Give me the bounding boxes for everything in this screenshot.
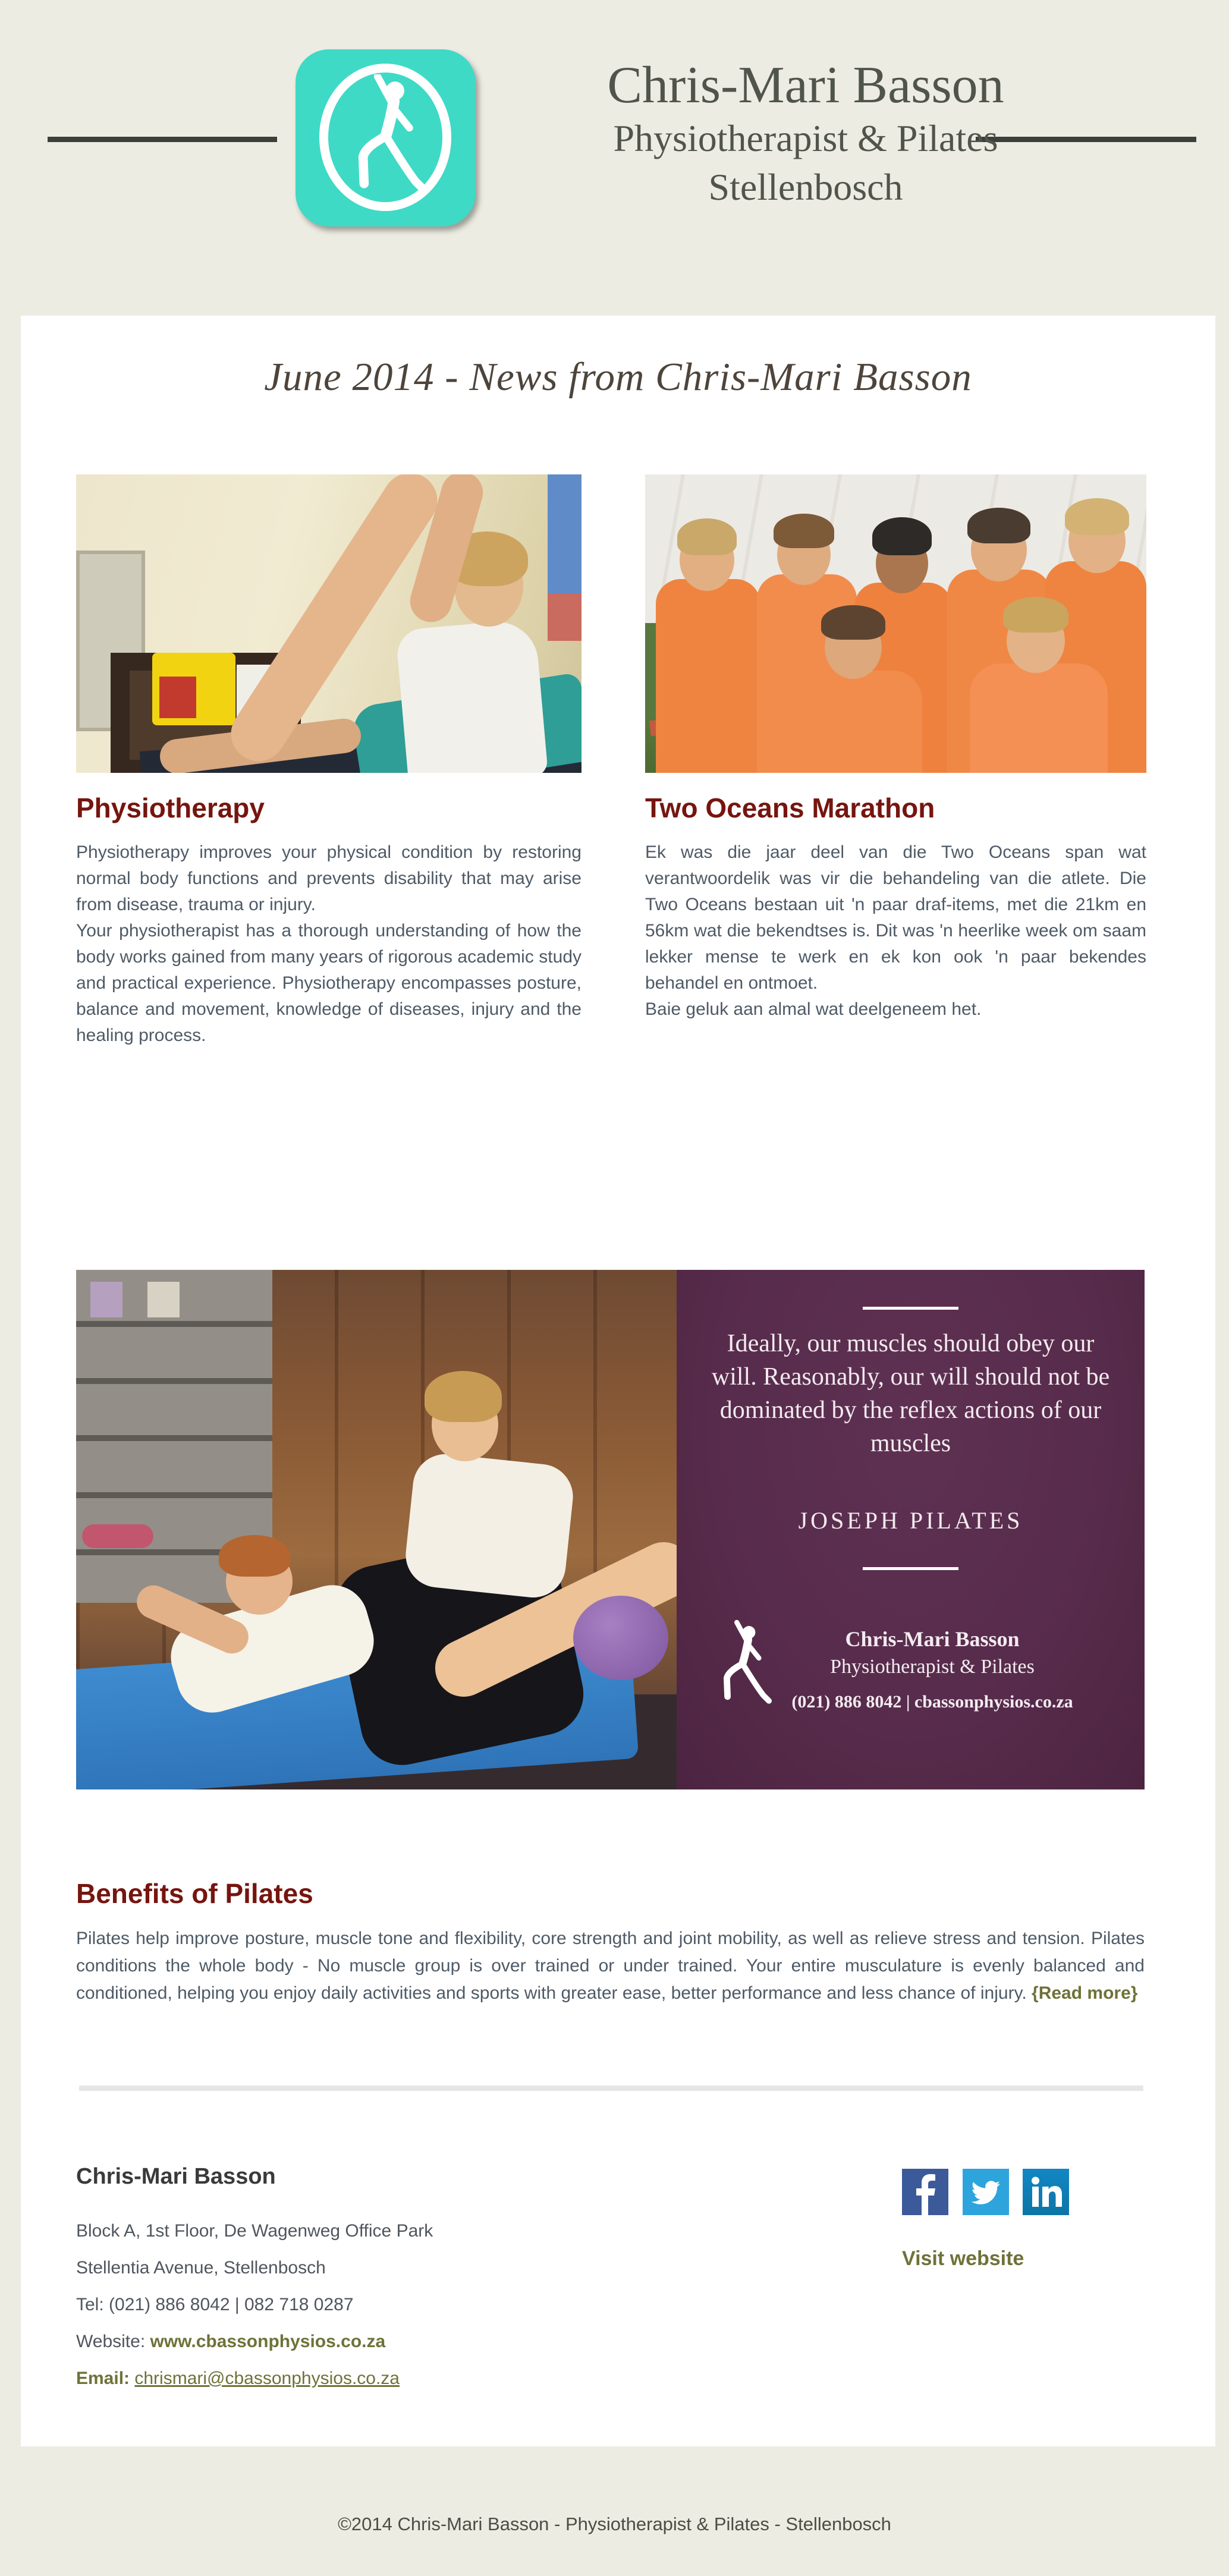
email-label: Email: bbox=[76, 2369, 135, 2388]
quote-text: Ideally, our muscles should obey our will. Reasonably, our will should not be dominated by the reflex actions of our muscles bbox=[711, 1330, 1110, 1457]
two-oceans-photo bbox=[645, 474, 1146, 773]
photo-poster-shape bbox=[548, 474, 582, 593]
photo-hair-shape bbox=[967, 508, 1030, 543]
photo-client-hair-shape bbox=[219, 1535, 290, 1577]
photo-hair-shape bbox=[1065, 498, 1129, 535]
paragraph: Physiotherapy improves your physical condition by restoring normal body functions and prevents disability that may arise from disease, trauma or injury. bbox=[76, 842, 582, 914]
photo-front-shirt-shape bbox=[970, 663, 1108, 773]
brand-location: Stellenbosch bbox=[708, 166, 903, 208]
linkedin-icon[interactable] bbox=[1023, 2169, 1069, 2215]
photo-hair-shape bbox=[677, 518, 737, 555]
benefits-text: Pilates help improve posture, muscle tone and flexibility, core strength and joint mobility, as well as relieve stress and tension. Pilates conditions the whole body - No muscle group is over trained or under trained. Your entire musculature is evenly balanced and conditioned, helping you enjoy daily activities and sports with greater ease, better performance and less chance of injury. bbox=[76, 1929, 1145, 2003]
brand-text-block bbox=[482, 57, 1130, 212]
quote-rule-bottom bbox=[863, 1567, 958, 1570]
benefits-body bbox=[76, 1925, 1145, 2007]
quote-rule-top bbox=[863, 1307, 958, 1310]
footer-email-line bbox=[76, 2369, 611, 2389]
photo-therapist-shirt-shape bbox=[395, 618, 548, 773]
visit-website-link[interactable]: Visit website bbox=[902, 2247, 1024, 2270]
photo-poster-shape bbox=[147, 1282, 180, 1317]
photo-front-hair-shape bbox=[1003, 597, 1068, 633]
footer-address-line-1: Block A, 1st Floor, De Wagenweg Office Park bbox=[76, 2221, 433, 2241]
photo-instructor-shirt-shape bbox=[403, 1451, 576, 1601]
photo-instructor-hair-shape bbox=[425, 1371, 502, 1422]
article-body-physiotherapy bbox=[76, 839, 582, 1049]
email-link[interactable]: chrismari@cbassonphysios.co.za bbox=[134, 2369, 400, 2388]
quote-panel bbox=[677, 1270, 1145, 1789]
photo-pink-roll-shape bbox=[82, 1524, 153, 1548]
article-body-two-oceans bbox=[645, 839, 1146, 1023]
footer-website-line bbox=[76, 2332, 611, 2352]
paragraph: Your physiotherapist has a thorough understanding of how the body works gained from many years of rigorous academic study and practical experience. Physiotherapy encompasses posture, balance and movement, knowledge of diseases, injury and the healing process. bbox=[76, 921, 582, 1045]
banner-brand-block bbox=[766, 1625, 1099, 1714]
read-more-link[interactable]: {Read more} bbox=[1032, 1983, 1138, 2003]
benefits-heading: Benefits of Pilates bbox=[76, 1878, 313, 1909]
website-link[interactable]: www.cbassonphysios.co.za bbox=[150, 2332, 386, 2351]
paragraph: Ek was die jaar deel van die Two Oceans span wat verantwoordelik was vir die behandeling van die atlete. Die Two Oceans bestaan uit 'n paar draf-items, met die 21km en 56km wat die bekendtses is. Dit was 'n heerlike week om saam lekker mense te werk en ek kon ook 'n paar bekendes behandel en ontmoet. bbox=[645, 842, 1146, 993]
tel-label: Tel: bbox=[76, 2295, 109, 2314]
photo-poster-shape bbox=[90, 1282, 122, 1317]
photo-hair-shape bbox=[774, 514, 834, 548]
banner-brand-name: Chris-Mari Basson bbox=[845, 1627, 1020, 1651]
brand-logo bbox=[296, 49, 476, 227]
twitter-icon[interactable] bbox=[963, 2169, 1009, 2215]
footer-name: Chris-Mari Basson bbox=[76, 2164, 276, 2189]
tel-value: (021) 886 8042 | 082 718 0287 bbox=[109, 2295, 354, 2314]
footer-tel-line bbox=[76, 2295, 611, 2315]
banner-brand-subtitle: Physiotherapist & Pilates bbox=[830, 1656, 1035, 1678]
photo-poster-bottom-shape bbox=[548, 593, 582, 641]
website-label: Website: bbox=[76, 2332, 150, 2351]
physiotherapy-photo bbox=[76, 474, 582, 773]
pilates-photo bbox=[76, 1270, 677, 1789]
article-heading-two-oceans: Two Oceans Marathon bbox=[645, 792, 935, 823]
photo-bin-label-shape bbox=[159, 677, 196, 718]
paragraph: Baie geluk aan almal wat deelgeneem het. bbox=[645, 999, 982, 1019]
copyright: ©2014 Chris-Mari Basson - Physiotherapist & Pilates - Stellenbosch bbox=[338, 2514, 891, 2534]
quote-author: JOSEPH PILATES bbox=[798, 1507, 1023, 1534]
brand-name: Chris-Mari Basson bbox=[607, 56, 1004, 114]
quote-banner bbox=[76, 1270, 1145, 1789]
footer-address-line-2: Stellentia Avenue, Stellenbosch bbox=[76, 2258, 326, 2278]
footer-divider bbox=[79, 2086, 1143, 2091]
photo-hair-shape bbox=[872, 517, 932, 555]
page-title: June 2014 - News from Chris-Mari Basson bbox=[264, 355, 972, 399]
banner-contact-line: (021) 886 8042 | cbassonphysios.co.za bbox=[791, 1692, 1073, 1712]
photo-shirt-shape bbox=[656, 579, 760, 773]
article-heading-physiotherapy: Physiotherapy bbox=[76, 792, 265, 823]
header-rule-left bbox=[48, 137, 277, 142]
photo-ball-shape bbox=[573, 1596, 668, 1680]
facebook-icon[interactable] bbox=[902, 2169, 948, 2215]
photo-front-hair-shape bbox=[821, 605, 885, 640]
brand-subtitle: Physiotherapist & Pilates bbox=[613, 117, 998, 159]
photo-front-shirt-shape bbox=[791, 671, 922, 773]
figure-lunge-icon bbox=[335, 74, 439, 202]
